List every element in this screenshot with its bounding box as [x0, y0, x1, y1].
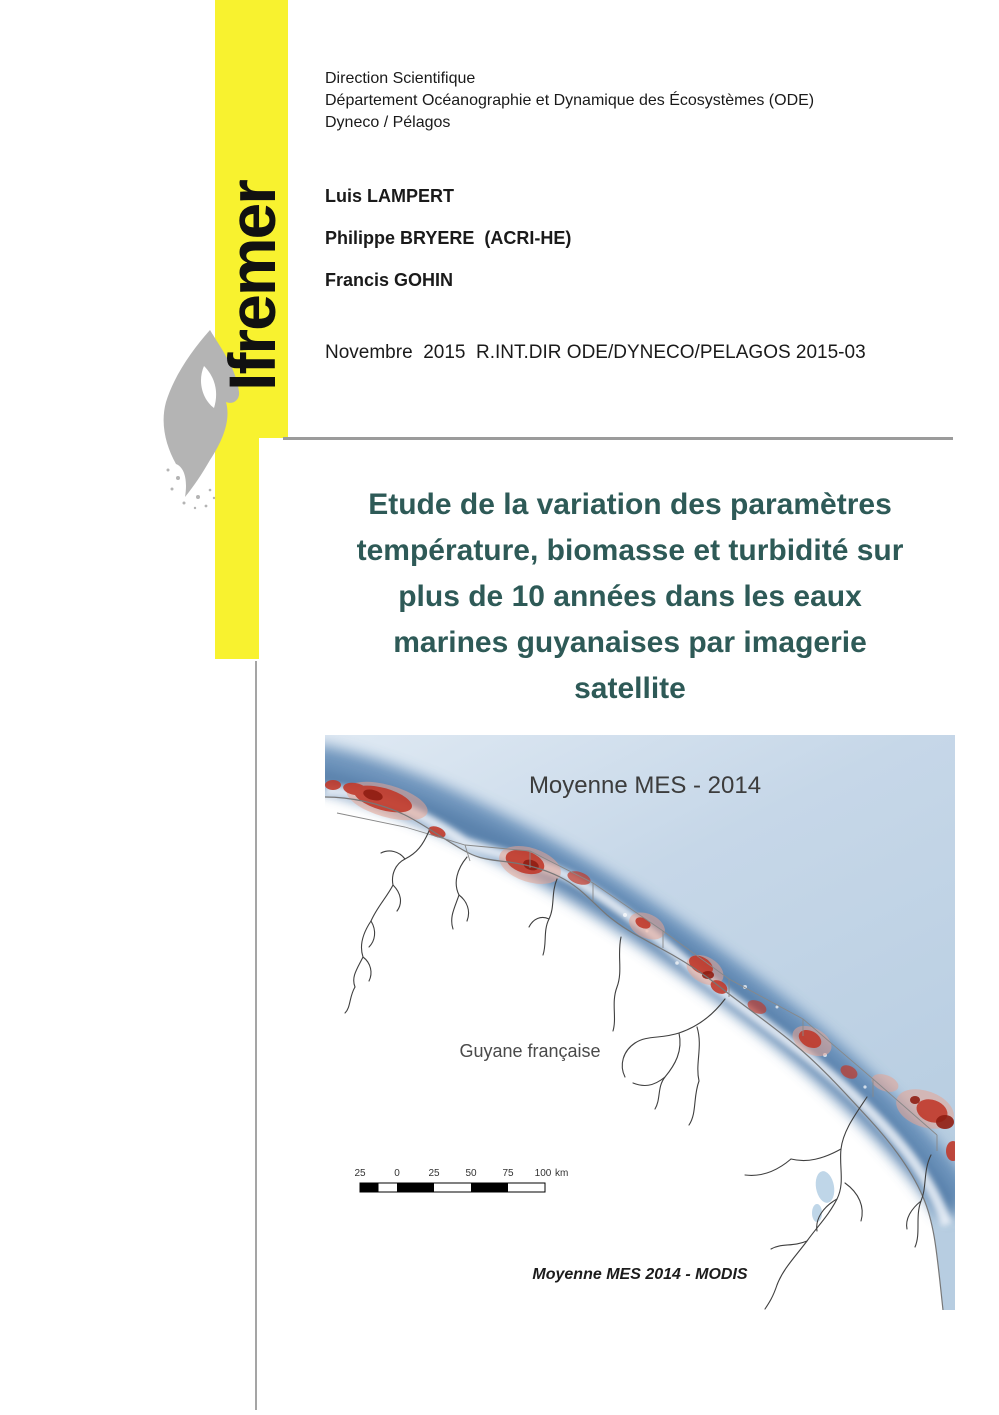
report-title-line: température, biomasse et turbidité sur: [356, 534, 904, 567]
scale-unit: km: [555, 1168, 569, 1179]
map-title: Moyenne MES - 2014: [528, 772, 762, 799]
report-title-line: marines guyanaises par imagerie: [393, 626, 867, 659]
report-title: [290, 482, 970, 712]
scale-tick: 25: [428, 1168, 440, 1179]
map-caption: Moyenne MES 2014 - MODIS: [532, 1266, 748, 1283]
ifremer-logo-text: Ifremer: [215, 180, 289, 391]
scale-tick: 100: [534, 1168, 552, 1179]
report-reference: Novembre 2015 R.INT.DIR ODE/DYNECO/PELAGOS 2015-03: [325, 342, 866, 363]
satellite-map: [325, 735, 955, 1310]
affiliation-department: Département Océanographie et Dynamique des Écosystèmes (ODE): [325, 92, 815, 109]
affiliation-direction: Direction Scientifique: [325, 70, 476, 87]
scale-tick: 50: [465, 1168, 477, 1179]
authors-block: [325, 186, 571, 312]
author-name: Luis LAMPERT: [325, 186, 454, 206]
horizontal-divider: [283, 437, 953, 440]
scale-tick: 0: [394, 1168, 400, 1179]
scale-tick: 75: [502, 1168, 514, 1179]
author-name: Francis GOHIN: [325, 270, 454, 290]
vertical-rule: [255, 661, 257, 1410]
affiliation-block: [325, 68, 814, 134]
author-name: Philippe BRYERE (ACRI-HE): [325, 228, 572, 248]
report-title-line: satellite: [574, 672, 686, 705]
report-title-line: plus de 10 années dans les eaux: [398, 580, 862, 613]
affiliation-unit: Dyneco / Pélagos: [325, 114, 451, 131]
scale-tick: 25: [354, 1168, 366, 1179]
region-label: Guyane française: [459, 1041, 601, 1061]
report-title-line: Etude de la variation des paramètres: [368, 488, 892, 521]
